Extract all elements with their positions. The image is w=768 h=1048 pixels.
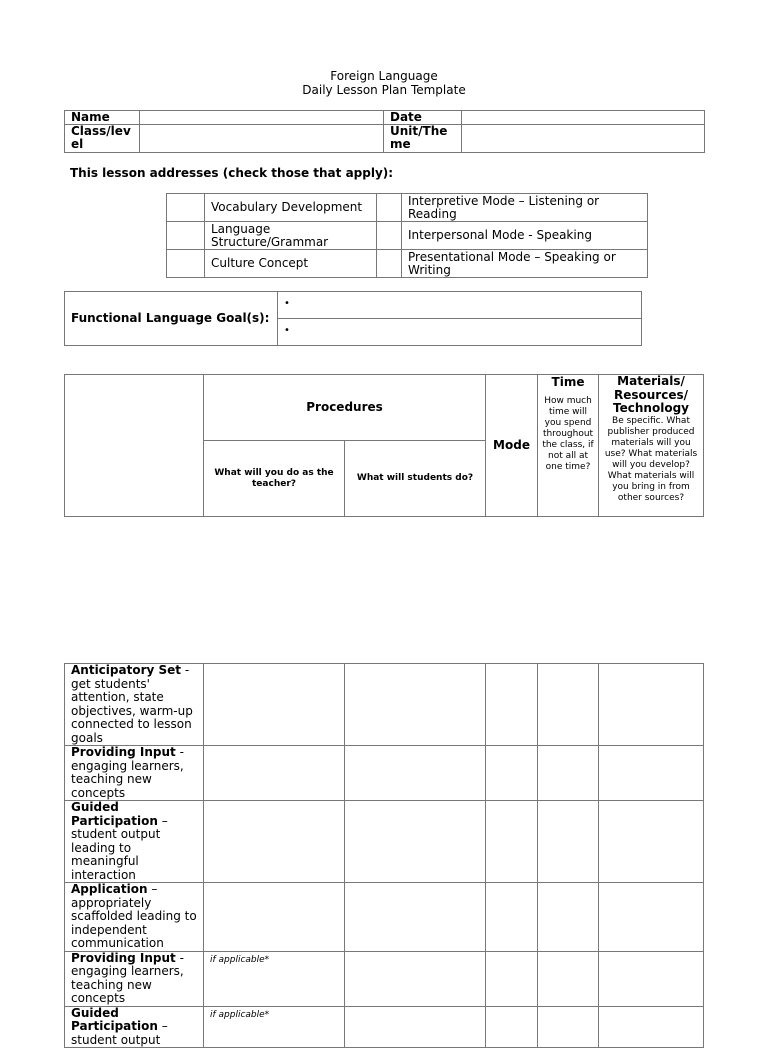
stage-cell [65, 1006, 204, 1048]
checkbox-grammar[interactable] [167, 222, 205, 250]
table-row [65, 746, 704, 801]
checkbox-culture[interactable] [167, 250, 205, 278]
students-cell[interactable] [345, 951, 486, 1006]
teacher-cell[interactable] [204, 746, 345, 801]
time-cell[interactable] [538, 746, 599, 801]
table-row [65, 664, 704, 746]
materials-cell[interactable] [599, 664, 704, 746]
stage-description: student output [71, 1032, 161, 1047]
stage-title: Anticipatory Set [71, 663, 182, 677]
stage-cell [65, 664, 204, 746]
table-row [65, 951, 704, 1006]
materials-cell[interactable] [599, 746, 704, 801]
procedures-header-table [64, 374, 704, 517]
goals-table [64, 291, 642, 346]
doc-subtitle: Daily Lesson Plan Template [302, 83, 466, 97]
students-cell[interactable] [345, 1006, 486, 1048]
mode-cell[interactable] [486, 801, 538, 883]
stage-separator: - [181, 663, 190, 677]
stage-separator: – [157, 1019, 168, 1033]
students-cell[interactable] [345, 664, 486, 746]
time-cell[interactable] [538, 801, 599, 883]
checkbox-interpersonal[interactable] [377, 222, 402, 250]
time-cell[interactable] [538, 883, 599, 952]
class-level-label: Class/lev el [65, 125, 140, 153]
stage-cell [65, 801, 204, 883]
materials-description: Be specific. What publisher produced materials will you use? What materials will you develop? What materials will you bring in from other sources? [604, 415, 698, 503]
stage-cell [65, 746, 204, 801]
teacher-cell[interactable] [204, 664, 345, 746]
checkbox-presentational[interactable] [377, 250, 402, 278]
teacher-column-header: What will you do as the teacher? [204, 441, 345, 517]
stage-column-header [65, 375, 204, 517]
presentational-mode-label: Presentational Mode – Speaking or Writing [402, 250, 648, 278]
checkbox-interpretive[interactable] [377, 194, 402, 222]
stage-cell [65, 951, 204, 1006]
mode-cell[interactable] [486, 883, 538, 952]
unit-theme-label: Unit/The me [384, 125, 462, 153]
stage-title: Application [71, 882, 148, 896]
students-cell[interactable] [345, 883, 486, 952]
stage-title: Guided Participation [71, 1005, 158, 1033]
checklist-table [166, 193, 648, 278]
if-applicable-note: if applicable* [210, 1009, 270, 1020]
stage-cell [65, 883, 204, 952]
students-cell[interactable] [345, 746, 486, 801]
mode-header: Mode [486, 375, 538, 517]
header-table [64, 110, 705, 153]
functional-goals-label: Functional Language Goal(s): [65, 292, 278, 346]
stage-title: Providing Input [71, 950, 176, 965]
stage-separator: - [175, 950, 184, 965]
unit-theme-field[interactable] [462, 125, 705, 153]
stage-description: get students' attention, state objectives, warm-up connected to lesson goals [71, 676, 193, 745]
doc-title: Foreign Language [330, 69, 438, 83]
language-structure-label: Language Structure/Grammar [205, 222, 377, 250]
interpersonal-mode-label: Interpersonal Mode - Speaking [402, 222, 648, 250]
stage-title: Guided Participation [71, 800, 158, 828]
mode-cell[interactable] [486, 951, 538, 1006]
class-level-field[interactable] [140, 125, 384, 153]
materials-cell[interactable] [599, 1006, 704, 1048]
stage-title: Providing Input [71, 745, 176, 759]
materials-cell[interactable] [599, 883, 704, 952]
if-applicable-note: if applicable* [210, 954, 270, 965]
time-description: How much time will you spend throughout the class, if not all at one time? [542, 396, 594, 472]
table-row [65, 1006, 704, 1048]
stage-description: engaging learners, teaching new concepts [71, 964, 184, 1005]
time-cell[interactable] [538, 951, 599, 1006]
time-header: Time [551, 375, 585, 389]
stage-description: appropriately scaffolded leading to independent communication [71, 895, 197, 950]
stage-separator: – [147, 882, 158, 896]
students-cell[interactable] [345, 801, 486, 883]
materials-cell[interactable] [599, 951, 704, 1006]
date-field[interactable] [462, 111, 705, 125]
vocabulary-development-label: Vocabulary Development [205, 194, 377, 222]
students-column-header: What will students do? [345, 441, 486, 517]
procedures-header: Procedures [204, 375, 486, 441]
materials-header-cell [599, 375, 704, 517]
stage-description: engaging learners, teaching new concepts [71, 758, 184, 800]
mode-cell[interactable] [486, 664, 538, 746]
teacher-cell[interactable] [204, 801, 345, 883]
stage-description: student output leading to meaningful interaction [71, 827, 161, 882]
time-header-cell [538, 375, 599, 517]
culture-concept-label: Culture Concept [205, 250, 377, 278]
materials-header: Materials/ Resources/ Technology [613, 374, 689, 415]
table-row [65, 883, 704, 952]
teacher-cell[interactable] [204, 1006, 345, 1048]
goal-field-2[interactable]: • [278, 319, 642, 346]
mode-cell[interactable] [486, 1006, 538, 1048]
materials-cell[interactable] [599, 801, 704, 883]
name-label: Name [65, 111, 140, 125]
goal-field-1[interactable]: • [278, 292, 642, 319]
teacher-cell[interactable] [204, 951, 345, 1006]
time-cell[interactable] [538, 1006, 599, 1048]
teacher-cell[interactable] [204, 883, 345, 952]
stage-separator: – [157, 813, 168, 828]
addresses-heading: This lesson addresses (check those that apply): [70, 166, 394, 180]
table-row [65, 801, 704, 883]
checkbox-vocabulary[interactable] [167, 194, 205, 222]
date-label: Date [384, 111, 462, 125]
mode-cell[interactable] [486, 746, 538, 801]
interpretive-mode-label: Interpretive Mode – Listening or Reading [402, 194, 648, 222]
time-cell[interactable] [538, 664, 599, 746]
stage-separator: - [175, 745, 184, 759]
name-field[interactable] [140, 111, 384, 125]
stages-table [64, 663, 704, 1048]
